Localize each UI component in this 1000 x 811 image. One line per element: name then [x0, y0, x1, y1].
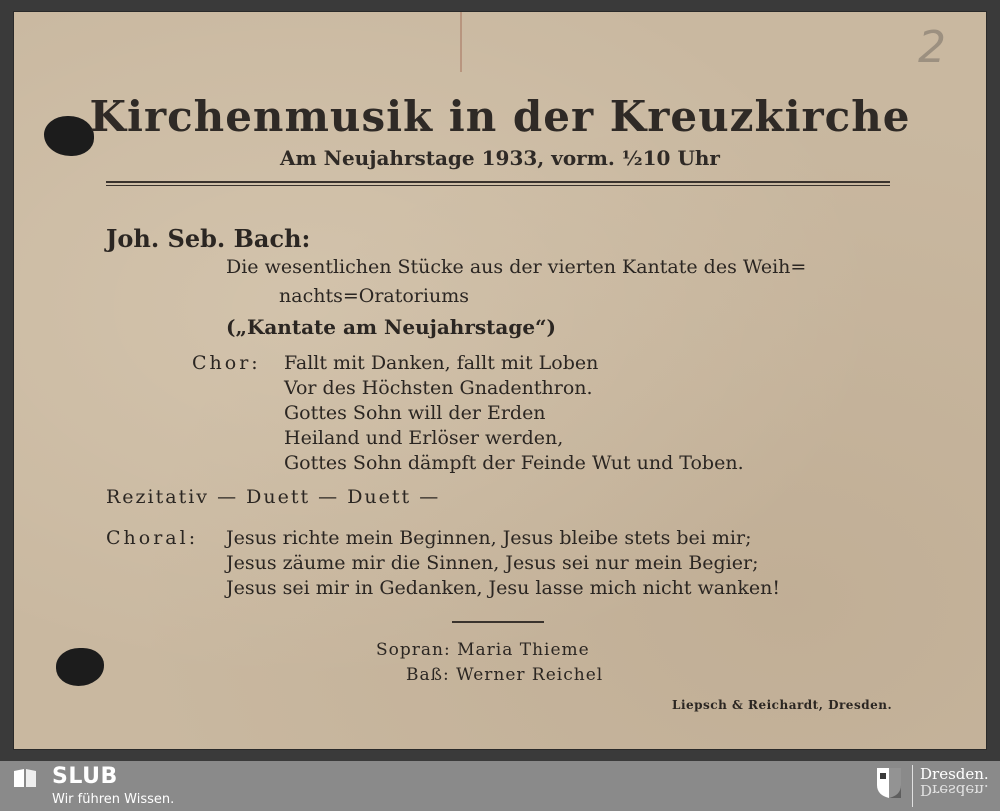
scanned-program-card — [14, 12, 986, 749]
document-date-line: Am Neujahrstage 1933, vorm. ½10 Uhr — [280, 146, 720, 170]
work-description-line-2: nachts=Oratoriums — [279, 285, 469, 307]
paper-crease — [460, 12, 462, 72]
soloists-rule — [452, 621, 544, 623]
chor-line: Vor des Höchsten Gnadenthron. — [284, 377, 593, 399]
chor-line: Heiland und Erlöser werden, — [284, 427, 564, 449]
slub-logo-text[interactable]: SLUB — [52, 764, 118, 789]
viewer-footer-bar — [0, 761, 1000, 811]
chor-line: Gottes Sohn dämpft der Feinde Wut und Toben. — [284, 452, 744, 474]
slub-slogan: Wir führen Wissen. — [52, 792, 175, 807]
sopran-credit: Sopran: Maria Thieme — [376, 640, 590, 660]
footer-divider — [912, 765, 913, 807]
choral-line: Jesus richte mein Beginnen, Jesus bleibe stets bei mir; — [226, 527, 752, 549]
header-rule-thick — [106, 181, 890, 183]
chor-line: Gottes Sohn will der Erden — [284, 402, 546, 424]
composer-heading: Joh. Seb. Bach: — [106, 224, 311, 253]
header-rule-thin — [106, 185, 890, 186]
choral-line: Jesus zäume mir die Sinnen, Jesus sei nur mein Begier; — [226, 552, 759, 574]
punch-hole-bottom — [56, 648, 104, 686]
recitative-line: Rezitativ — Duett — Duett — — [106, 486, 441, 508]
chor-label: Chor: — [192, 352, 261, 374]
printer-imprint: Liepsch & Reichardt, Dresden. — [672, 698, 893, 712]
pencil-page-number: 2 — [918, 22, 946, 73]
work-description-line-1: Die wesentlichen Stücke aus der vierten Kantate des Weih= — [226, 256, 807, 278]
chor-line: Fallt mit Danken, fallt mit Loben — [284, 352, 599, 374]
choral-line: Jesus sei mir in Gedanken, Jesu lasse mich nicht wanken! — [226, 577, 780, 599]
dresden-logo-reflection: Dresden. — [920, 781, 989, 799]
bass-credit: Baß: Werner Reichel — [406, 665, 604, 685]
book-icon[interactable] — [12, 767, 38, 789]
choral-label: Choral: — [106, 527, 199, 549]
dresden-logo-text[interactable]: Dresden. — [920, 765, 989, 783]
document-title: Kirchenmusik in der Kreuzkirche — [89, 92, 911, 141]
work-subtitle: („Kantate am Neujahrstage“) — [226, 315, 557, 339]
city-crest-icon[interactable] — [876, 767, 902, 799]
